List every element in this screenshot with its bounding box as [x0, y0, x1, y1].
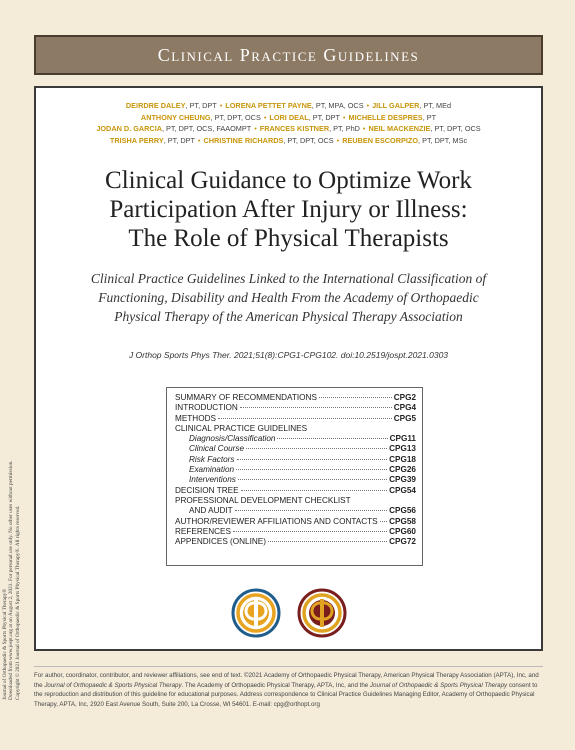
toc-leader-dots [241, 490, 388, 491]
toc-entry-label: AUTHOR/REVIEWER AFFILIATIONS AND CONTACTS [175, 516, 378, 526]
author-name: FRANCES KISTNER [259, 124, 330, 134]
footer-notice [34, 666, 543, 709]
toc-entry-page: CPG60 [389, 526, 416, 536]
toc-entry [175, 465, 416, 475]
toc-entry-label: DECISION TREE [175, 485, 239, 495]
author-credentials: , PT, DPT, OCS [283, 136, 334, 146]
title-line: The Role of Physical Therapists [128, 225, 449, 252]
author-credentials: , PT, DPT [308, 112, 340, 122]
author-line [64, 112, 513, 124]
toc-entry-page: CPG72 [389, 537, 416, 547]
toc-entry [175, 434, 416, 444]
subtitle-line: Physical Therapy of the American Physical Therapy Association [114, 309, 463, 324]
author-line [64, 100, 513, 112]
aopt-logo-maroon-icon [297, 588, 347, 638]
title-line: Clinical Guidance to Optimize Work [105, 167, 472, 194]
toc-leader-dots [268, 541, 387, 542]
toc-entry-label: Clinical Course [189, 444, 245, 454]
author-name: REUBEN ESCORPIZO [342, 136, 419, 146]
footer-text: . The Academy of Orthopaedic Physical Therapy, APTA, Inc, and the [181, 681, 370, 689]
toc-entry-page: CPG13 [389, 444, 416, 454]
author-credentials: , PT, DPT [185, 101, 217, 110]
main-title [46, 166, 531, 253]
toc-entry-page: CPG39 [389, 475, 416, 485]
toc-leader-dots [218, 418, 392, 419]
side-text-line: Journal of Orthopaedic & Sports Physical Therapy® [2, 588, 8, 700]
table-of-contents [166, 387, 423, 566]
toc-leader-dots [235, 510, 387, 511]
toc-leader-dots [246, 448, 387, 449]
toc-entry-page: CPG5 [393, 413, 416, 423]
side-text-line: Copyright © 2021 Journal of Orthopaedic & Sports Physical Therapy®. All rights reserved. [14, 505, 21, 700]
cover-frame [34, 86, 543, 651]
author-separator: • [342, 112, 346, 122]
toc-entry-label: APPENDICES (ONLINE) [175, 537, 266, 547]
banner-title: Clinical Practice Guidelines [157, 44, 420, 65]
title-line: Participation After Injury or Illness: [109, 196, 468, 223]
toc-entry-label: REFERENCES [175, 526, 231, 536]
author-credentials: , PT, DPT, MSc [418, 136, 468, 146]
logos [231, 588, 351, 644]
author-name: JODAN D. GARCIA [96, 124, 162, 134]
footer-journal-name: Journal of Orthopaedic & Sports Physical Therapy [369, 681, 508, 689]
footer-divider [34, 666, 543, 667]
toc-entry-label: SUMMARY OF RECOMMENDATIONS [175, 393, 317, 402]
toc-entry-label: Examination [189, 465, 235, 475]
side-copyright-text [0, 380, 20, 700]
toc-entry-label: AND AUDIT [189, 506, 233, 516]
author-name: TRISHA PERRY [109, 136, 164, 146]
toc-leader-dots [277, 438, 387, 439]
toc-entry [175, 475, 416, 485]
footer-text: consent to the reproduction and distribution of this guideline for educational purposes. Address correspondence to Clinical Practice Guidelines Managing Editor, Academy of Orthopaedic Physical Therapy, APTA, Inc, 2920 East Avenue South, Suite 200, La Crosse, WI 54601. E-mail: cpg@orthopt.org [34, 681, 538, 708]
toc-leader-dots [237, 459, 388, 460]
author-credentials: , PT, DPT, OCS [210, 112, 261, 122]
toc-entry [175, 517, 416, 527]
toc-entry [175, 444, 416, 454]
toc-entry-page: CPG4 [393, 403, 416, 413]
toc-entry [175, 486, 416, 496]
toc-entry-page: CPG56 [389, 506, 416, 516]
toc-entry-page: CPG2 [393, 393, 416, 402]
author-separator: • [263, 112, 267, 122]
toc-leader-dots [236, 469, 387, 470]
toc-entry [175, 455, 416, 465]
author-credentials: , PT [422, 112, 437, 122]
author-list [36, 100, 541, 147]
toc-entry [175, 414, 416, 424]
subtitle-line: Functioning, Disability and Health From the Academy of Orthopaedic [98, 290, 479, 305]
toc-entry-page: CPG26 [389, 465, 416, 475]
toc-entry-label: Risk Factors [189, 454, 235, 464]
author-name: MICHELLE DESPRES [348, 112, 423, 122]
author-name: JILL GALPER [372, 101, 420, 110]
aopt-logo-blue-icon [231, 588, 281, 638]
author-credentials: , PT, MPA, OCS [311, 101, 364, 110]
toc-entry-page: CPG58 [389, 516, 416, 526]
author-name: ANTHONY CHEUNG [140, 112, 211, 122]
side-text-line: Downloaded from www.jospt.org at on August 2, 2021. For personal use only. No other uses without permission. [8, 460, 15, 700]
author-line [64, 123, 513, 135]
author-separator: • [366, 101, 370, 110]
toc-entry-page: CPG11 [389, 434, 416, 444]
author-credentials: , PT, DPT [163, 136, 195, 146]
toc-entry-label: Diagnosis/Classification [189, 434, 276, 444]
subtitle-line: Clinical Practice Guidelines Linked to the International Classification of [90, 271, 487, 286]
author-name: CHRISTINE RICHARDS [203, 136, 284, 146]
footer-journal-name: Journal of Orthopaedic & Sports Physical Therapy [44, 681, 182, 689]
toc-leader-dots [233, 531, 387, 532]
toc-heading: CLINICAL PRACTICE GUIDELINES [175, 423, 308, 433]
toc-leader-dots [238, 479, 387, 480]
author-name: DEIRDRE DALEY [125, 101, 186, 110]
toc-leader-dots [240, 407, 392, 408]
toc-leader-dots [319, 397, 392, 398]
toc-entry [175, 403, 416, 413]
toc-entry-label: METHODS [175, 413, 216, 423]
author-name: NEIL MACKENZIE [368, 124, 431, 134]
author-separator: • [197, 136, 201, 146]
author-name: LORI DEAL [269, 112, 309, 122]
toc-entry-page: CPG18 [389, 454, 416, 464]
author-separator: • [219, 101, 223, 110]
toc-leader-dots [380, 521, 388, 522]
author-name: LORENA PETTET PAYNE [225, 101, 312, 110]
author-credentials: , PT, MEd [419, 101, 452, 110]
author-credentials: , PT, DPT, OCS [430, 124, 481, 134]
author-separator: • [336, 136, 340, 146]
toc-entry [175, 537, 416, 547]
toc-entry [175, 393, 416, 403]
toc-entry-label: Interventions [189, 475, 236, 485]
author-line [64, 135, 513, 147]
toc-entry [175, 527, 416, 537]
author-credentials: , PT, DPT, OCS, FAAOMPT [162, 124, 252, 134]
subtitle [46, 269, 531, 326]
toc-entry-label: INTRODUCTION [175, 403, 238, 413]
author-credentials: , PT, PhD [329, 124, 360, 134]
author-separator: • [254, 124, 257, 134]
author-separator: • [362, 124, 366, 134]
footer-text: For author, coordinator, contributor, and reviewer affiliations, see end of text. ©2021 Academy of Orthopaedic Physical Therapy, American Physical Therapy Association (APTA), Inc, and the [34, 672, 539, 689]
toc-entry [175, 506, 416, 516]
toc-heading: PROFESSIONAL DEVELOPMENT CHECKLIST [175, 495, 351, 505]
toc-entry-page: CPG54 [389, 485, 416, 495]
section-banner [34, 35, 543, 75]
citation: J Orthop Sports Phys Ther. 2021;51(8):CPG1-CPG102. doi:10.2519/jospt.2021.0303 [128, 350, 449, 360]
